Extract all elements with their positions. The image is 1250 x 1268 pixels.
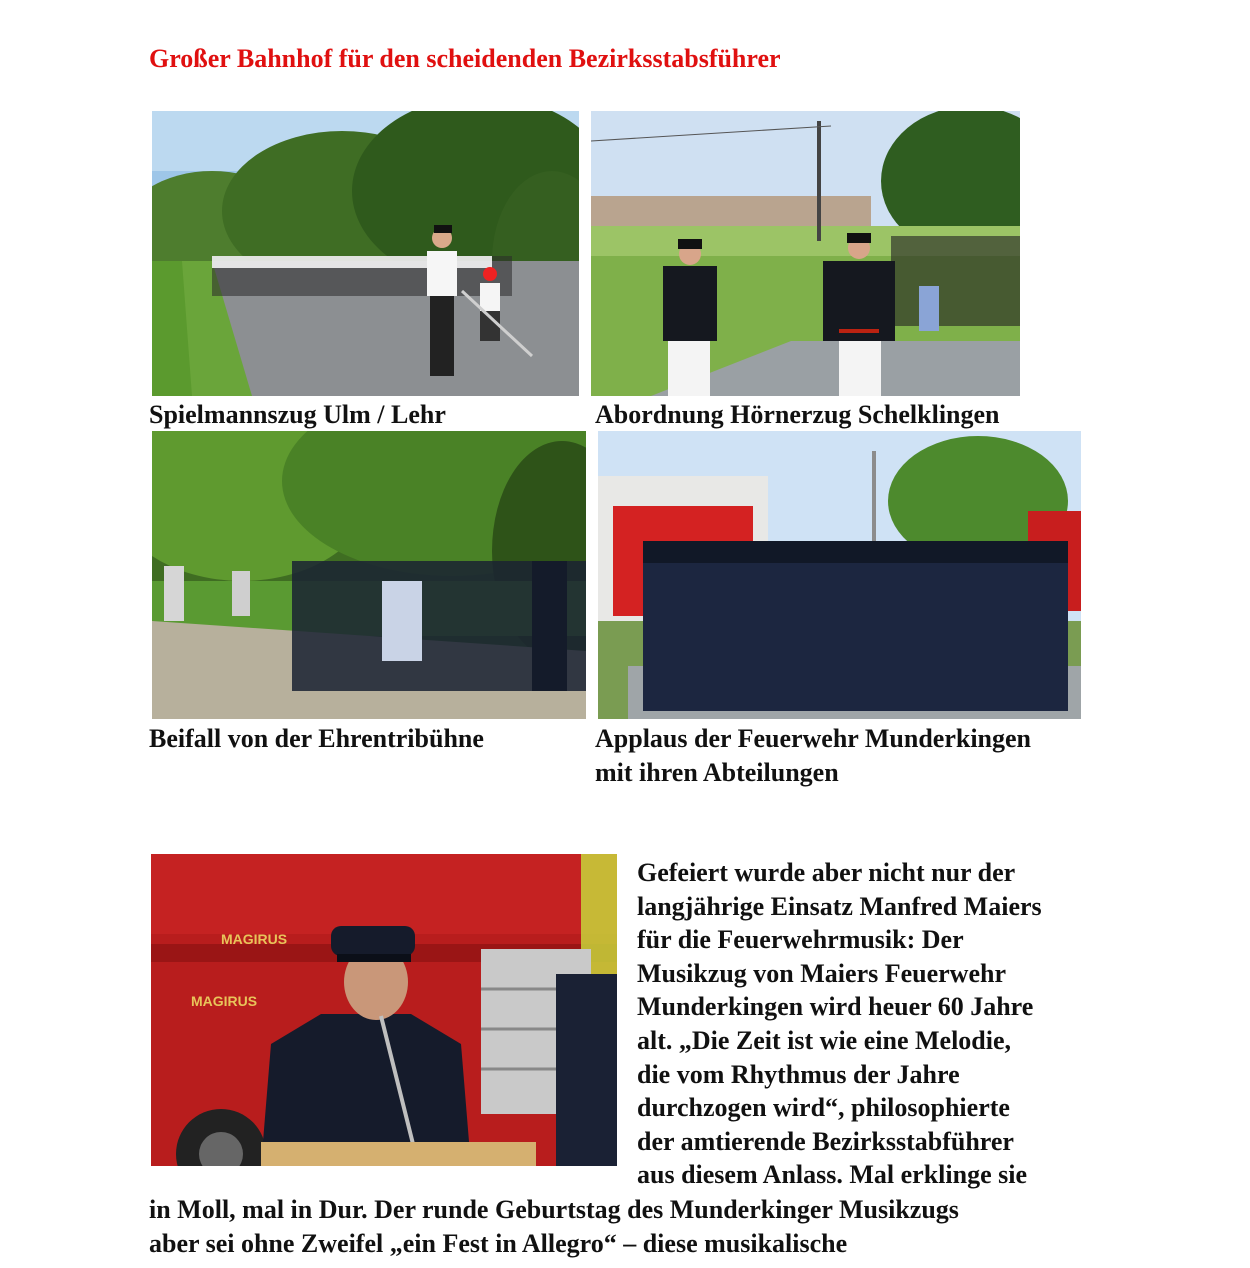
caption-line: mit ihren Abteilungen: [595, 758, 839, 787]
caption-feuerwehr-munderkingen: [595, 722, 1031, 790]
photo-ehrentribuehne: [152, 431, 586, 719]
article-body-float: [637, 856, 1107, 1192]
body-line: Gefeiert wurde aber nicht nur der: [637, 858, 1016, 887]
body-line: der amtierende Bezirksstabführer: [637, 1126, 1014, 1156]
body-line: in Moll, mal in Dur. Der runde Geburtstag des Munderkinger Musikzugs: [149, 1195, 959, 1224]
article-body-full: [149, 1193, 1109, 1260]
body-line: alt. „Die Zeit ist wie eine Melodie,: [637, 1025, 1012, 1055]
body-line: Musikzug von Maiers Feuerwehr: [637, 958, 1007, 988]
truck-label: MAGIRUS: [191, 993, 258, 1009]
body-line: aber sei ohne Zweifel „ein Fest in Allegro“ – diese musikalische: [149, 1228, 848, 1258]
body-line: Munderkingen wird heuer 60 Jahre: [637, 992, 1034, 1022]
article-title: Großer Bahnhof für den scheidenden Bezirksstabsführer: [149, 44, 781, 73]
truck-label: MAGIRUS: [221, 931, 288, 947]
body-line: die vom Rhythmus der Jahre: [637, 1059, 960, 1089]
photo-hoernerzug: [591, 111, 1020, 396]
caption-spielmannszug: Spielmannszug Ulm / Lehr: [149, 400, 446, 429]
photo-feuerwehr-munderkingen: [598, 431, 1081, 719]
caption-ehrentribuehne: Beifall von der Ehrentribühne: [149, 724, 484, 753]
body-line: durchzogen wird“, philosophierte: [637, 1093, 1010, 1123]
body-line: aus diesem Anlass. Mal erklinge sie: [637, 1160, 1028, 1190]
caption-line: Applaus der Feuerwehr Munderkingen: [595, 724, 1032, 753]
photo-redner: [151, 854, 617, 1166]
body-line: für die Feuerwehrmusik: Der: [637, 925, 964, 955]
photo-spielmannszug: [152, 111, 579, 396]
body-line: langjährige Einsatz Manfred Maiers: [637, 891, 1042, 921]
caption-hoernerzug: Abordnung Hörnerzug Schelklingen: [595, 400, 1000, 429]
